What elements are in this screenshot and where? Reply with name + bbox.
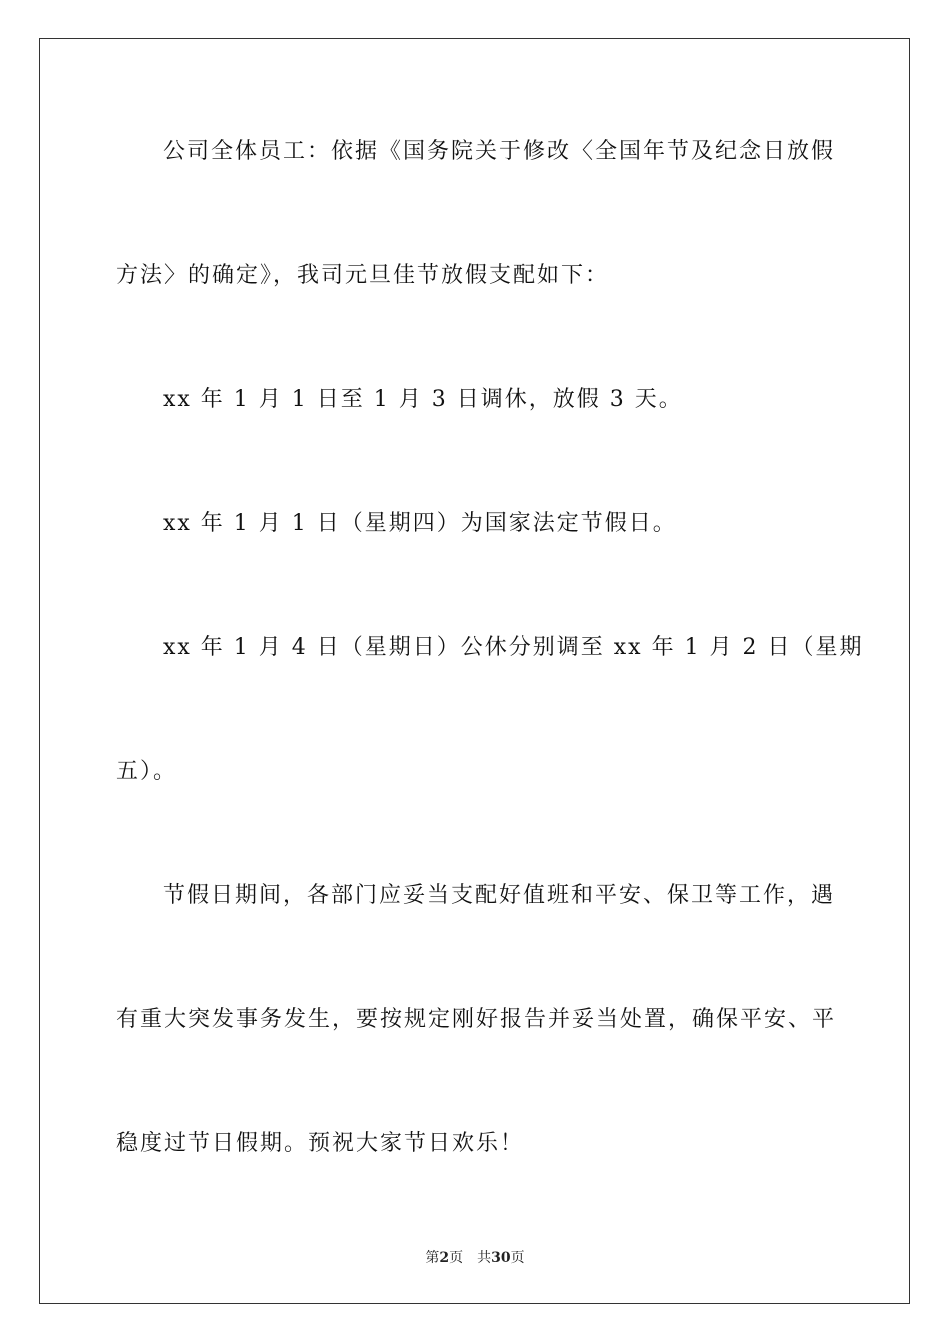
paragraph-line: 方法〉的确定》，我司元旦佳节放假支配如下： xyxy=(116,263,610,288)
paragraph-line: 五）。 xyxy=(116,759,178,784)
paragraph-line: 公司全体员工：依据《国务院关于修改〈全国年节及纪念日放假 xyxy=(163,139,836,164)
paragraph-line: xx 年 1 月 1 日至 1 月 3 日调休，放假 3 天。 xyxy=(163,387,683,412)
paragraph-line: xx 年 1 月 4 日（星期日）公休分别调至 xx 年 1 月 2 日（星期 xyxy=(163,635,864,660)
current-page-number: 2 xyxy=(439,1250,450,1266)
paragraph-line: xx 年 1 月 1 日（星期四）为国家法定节假日。 xyxy=(163,511,677,536)
total-pages-number: 30 xyxy=(491,1250,511,1266)
footer-mid: 页 共 xyxy=(449,1250,492,1266)
footer-suffix: 页 xyxy=(510,1250,525,1266)
page-border xyxy=(39,38,910,1304)
page-footer xyxy=(0,1247,950,1267)
paragraph-line: 有重大突发事务发生，要按规定刚好报告并妥当处置，确保平安、平 xyxy=(116,1007,837,1032)
paragraph-line: 节假日期间，各部门应妥当支配好值班和平安、保卫等工作，遇 xyxy=(163,883,836,908)
footer-prefix: 第 xyxy=(425,1250,440,1266)
paragraph-line: 稳度过节日假期。预祝大家节日欢乐！ xyxy=(116,1131,525,1156)
